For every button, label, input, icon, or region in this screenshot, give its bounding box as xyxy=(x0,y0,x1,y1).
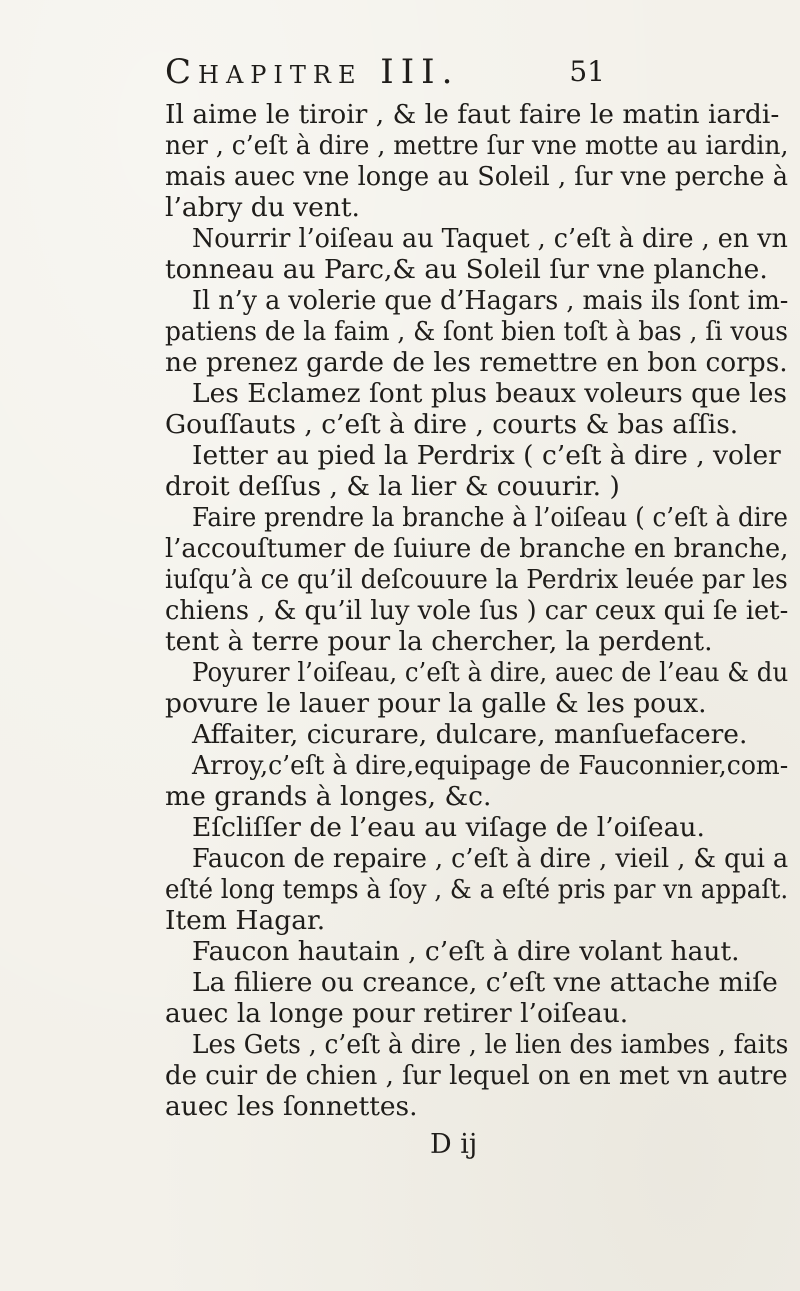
text-line: Il n’y a volerie que d’Hagars , mais ils ſont im- xyxy=(192,285,789,316)
text-line: ne prenez garde de les remettre en bon corps. xyxy=(165,347,788,378)
text-line: chiens , & qu’il luy vole ſus ) car ceux qui ſe iet- xyxy=(165,595,789,626)
text-line: Les Gets , c’eſt à dire , le lien des iambes , faits xyxy=(192,1029,789,1060)
text-line: La filiere ou creance, c’eſt vne attache miſe xyxy=(192,967,778,998)
text-line: eſté long temps à ſoy , & a eſté pris par vn appaſt. xyxy=(165,874,789,905)
text-line: droit deſſus , & la lier & couurir. ) xyxy=(165,471,620,502)
text-line: Item Hagar. xyxy=(165,905,326,936)
text-line: Nourrir l’oiſeau au Taquet , c’eſt à dire , en vn xyxy=(192,223,788,254)
text-line: Gouſſauts , c’eſt à dire , courts & bas aſſis. xyxy=(165,409,739,440)
running-header xyxy=(165,52,605,92)
signature-mark: D ij xyxy=(430,1129,478,1160)
text-line: Ietter au pied la Perdrix ( c’eſt à dire , voler xyxy=(192,440,781,471)
text-line: Eſcliſſer de l’eau au viſage de l’oiſeau. xyxy=(192,812,705,843)
text-line: ner , c’eſt à dire , mettre ſur vne motte au iardin, xyxy=(165,130,789,161)
text-line: iuſqu’à ce qu’il deſcouure la Perdrix leuée par les xyxy=(165,564,788,595)
text-line: de cuir de chien , ſur lequel on en met vn autre xyxy=(165,1060,788,1091)
text-line: auec la longe pour retirer l’oiſeau. xyxy=(165,998,629,1029)
text-line: Faire prendre la branche à l’oiſeau ( c’eſt à dire xyxy=(192,502,788,533)
text-line: povure le lauer pour la galle & les poux. xyxy=(165,688,707,719)
text-line: Il aime le tiroir , & le faut faire le matin iardi- xyxy=(165,99,780,130)
text-line: patiens de la faim , & ſont bien toſt à bas , ſi vous xyxy=(165,316,789,347)
text-line: Arroy,c’eſt à dire,equipage de Fauconnier,com- xyxy=(192,750,789,781)
text-line: Les Eclamez ſont plus beaux voleurs que les xyxy=(192,378,788,409)
text-line: me grands à longes, &c. xyxy=(165,781,492,812)
text-line: tent à terre pour la chercher, la perdent. xyxy=(165,626,713,657)
text-line: tonneau au Parc,& au Soleil ſur vne planche. xyxy=(165,254,768,285)
text-line: Faucon de repaire , c’eſt à dire , vieil , & qui a xyxy=(192,843,789,874)
text-line: Poyurer l’oiſeau, c’eſt à dire, auec de l’eau & du xyxy=(192,657,789,688)
text-line: Affaiter, cicurare, dulcare, manſuefacere. xyxy=(192,719,748,750)
text-line: auec les ſonnettes. xyxy=(165,1091,418,1122)
text-line: Faucon hautain , c’eſt à dire volant haut. xyxy=(192,936,740,967)
text-line: l’abry du vent. xyxy=(165,192,360,223)
text-line: l’accouſtumer de ſuiure de branche en branche, xyxy=(165,533,789,564)
page-number: 51 xyxy=(569,55,605,88)
chapter-title: Chapitre III. xyxy=(165,52,460,92)
text-line: mais auec vne longe au Soleil , ſur vne perche à xyxy=(165,161,788,192)
